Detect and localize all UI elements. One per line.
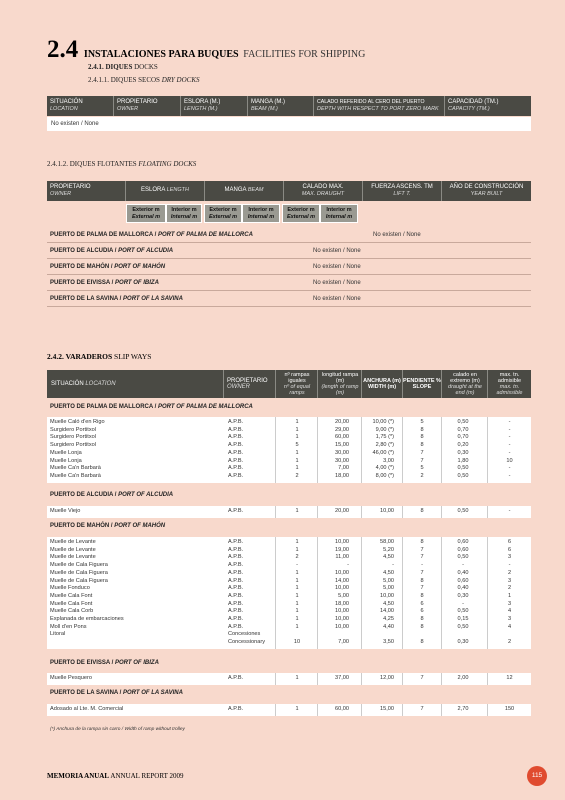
slip-group-heading: PUERTO DE LA SAVINA / PORT OF LA SAVINA — [50, 690, 183, 696]
table-cell: - — [508, 465, 511, 472]
table-row — [47, 539, 531, 547]
table-cell: 10,00 — [335, 539, 349, 545]
table-cell: 0,50 — [457, 623, 469, 630]
table-cell: 8 — [420, 508, 424, 514]
table-cell: Muelle Pesquero — [50, 675, 92, 681]
table-cell: 1 — [295, 569, 299, 576]
table-cell: Surgidero Portitxol — [50, 426, 97, 433]
table-cell: 8 — [420, 434, 424, 441]
table-cell: A.P.B. — [228, 472, 244, 479]
table-cell: 1 — [295, 577, 299, 584]
table-cell: 3 — [507, 554, 512, 561]
table-row — [47, 419, 531, 427]
table-cell: 4,00 (*) — [375, 465, 394, 472]
table-cell: 7 — [420, 554, 424, 561]
floating-none-eivissa: No existen / None — [313, 280, 361, 286]
subsection-dry-docks: 2.4.1.1. DIQUES SECOS DRY DOCKS — [88, 76, 200, 84]
table-cell: - — [296, 562, 298, 569]
floating-port-eivissa: PUERTO DE EIVISSA / PORT OF IBIZA — [50, 280, 159, 286]
table-cell: Muelle Ca'n Barbarà — [50, 465, 101, 472]
table-cell: 7 — [420, 449, 424, 456]
section-number: 2.4 — [47, 36, 79, 63]
table-cell: 1 — [295, 457, 299, 464]
table-cell: - — [508, 508, 511, 514]
table-cell: 2 — [507, 639, 512, 646]
table-cell: 2 — [507, 569, 512, 576]
table-cell: 0,60 — [457, 546, 469, 553]
table-cell: 10,00 — [380, 592, 394, 599]
table-cell: 0,50 — [457, 465, 469, 472]
table-cell: 1 — [295, 419, 299, 425]
table-cell: 20,00 — [335, 508, 349, 514]
table-cell: 8 — [420, 426, 424, 433]
table-cell: 0,50 — [457, 608, 469, 615]
table-cell: 58,00 — [380, 539, 394, 545]
table-cell: Muelle Cala Corb — [50, 608, 94, 615]
table-cell: 2,80 (*) — [375, 442, 394, 449]
table-row — [47, 639, 531, 647]
table-cell: - — [508, 442, 511, 449]
col-capacity: CAPACIDAD (TM.) CAPACITY (TM.) — [448, 99, 499, 112]
floating-none-mahon: No existen / None — [313, 264, 361, 270]
col-beam: MANGA (M.) BEAM (M.) — [251, 99, 285, 112]
table-cell: 5 — [420, 465, 424, 472]
table-cell: 14,00 — [380, 608, 394, 615]
table-cell: 150 — [504, 706, 515, 712]
table-cell: 0,40 — [457, 585, 469, 592]
table-cell: 19,00 — [335, 546, 349, 553]
slip-group-table — [47, 417, 531, 483]
col-location: SITUACIÓN LOCATION — [50, 99, 83, 112]
table-cell: - — [508, 449, 511, 456]
table-cell: 30,00 — [335, 457, 349, 464]
table-cell: 0,30 — [457, 592, 469, 599]
table-cell: 6 — [507, 539, 512, 545]
col-ramps: nº rampas iguales nº of equal ramps — [283, 372, 311, 396]
slip-group-heading: PUERTO DE PALMA DE MALLORCA / PORT OF PALMA DE MALLORCA — [50, 404, 253, 410]
table-cell: A.P.B. — [228, 434, 244, 441]
table-cell: A.P.B. — [228, 465, 244, 472]
col-owner: PROPIETARIO OWNER — [117, 99, 158, 112]
table-cell: A.P.B. — [228, 706, 244, 712]
table-cell: Explanada de embarcaciones — [50, 616, 124, 622]
table-cell: 1 — [295, 546, 299, 553]
table-cell: 0,50 — [457, 472, 469, 479]
table-cell: A.P.B. — [228, 616, 244, 622]
table-cell: 10,00 — [335, 569, 349, 576]
table-cell: 4,50 — [383, 569, 394, 576]
table-cell: 1 — [295, 539, 299, 545]
table-row — [47, 450, 531, 458]
table-cell: 10,00 — [380, 508, 394, 514]
table-cell: 18,00 — [335, 600, 349, 607]
table-cell: 1 — [295, 426, 299, 433]
table-cell: A.P.B. — [228, 442, 244, 449]
table-cell: Muelle Caló d'en Rigo — [50, 419, 105, 425]
table-cell: - — [508, 419, 511, 425]
table-cell: 7 — [420, 675, 424, 681]
table-cell: 20,00 — [335, 419, 349, 425]
table-cell: 7 — [420, 585, 424, 592]
col-width: ANCHURA (m) WIDTH (m) — [363, 378, 401, 390]
table-row — [47, 442, 531, 450]
table-cell: A.P.B. — [228, 449, 244, 456]
table-cell: A.P.B. — [228, 457, 244, 464]
table-cell: 7 — [420, 569, 424, 576]
table-cell: 1 — [295, 585, 299, 592]
table-row — [47, 578, 531, 586]
slip-group-heading: PUERTO DE ALCUDIA / PORT OF ALCUDIA — [50, 492, 174, 498]
table-cell: A.P.B. — [228, 608, 244, 615]
table-cell: 12,00 — [380, 675, 394, 681]
table-cell: 6 — [507, 546, 512, 553]
col-ramp-length: longitud rampa (m) (length of ramp (m) — [321, 372, 359, 396]
table-cell: 0,70 — [457, 434, 469, 441]
table-cell: 5,00 — [383, 577, 394, 584]
table-cell: A.P.B. — [228, 546, 244, 553]
table-cell: 0,70 — [457, 426, 469, 433]
table-row — [47, 434, 531, 442]
table-cell: 60,00 — [335, 706, 349, 712]
col-year: AÑO DE CONSTRUCCIÓN YEAR BUILT — [449, 184, 524, 197]
table-cell: Muelle Cala Font — [50, 592, 93, 599]
subhdr-length-ext: Exterior m External m — [126, 204, 166, 223]
floating-port-mahon: PUERTO DE MAHÓN / PORT OF MAHÓN — [50, 264, 166, 270]
table-cell: - — [421, 562, 423, 569]
table-row — [47, 608, 531, 616]
table-cell: 4,50 — [383, 600, 394, 607]
table-cell: 1 — [295, 508, 299, 514]
table-cell: 1 — [295, 600, 299, 607]
table-cell: - — [508, 562, 511, 569]
table-cell: 1 — [295, 706, 299, 712]
table-row — [47, 562, 531, 570]
col-location: SITUACIÓN LOCATION — [51, 381, 116, 387]
col-lift: FUERZA ASCENS. TM LIFT T. — [371, 184, 433, 197]
table-cell: A.P.B. — [228, 623, 244, 630]
table-cell: Muelle de Cala Figuera — [50, 569, 108, 576]
table-cell: 8 — [420, 577, 424, 584]
table-cell: 10 — [293, 639, 301, 646]
table-cell: Muelle de Levante — [50, 539, 96, 545]
table-cell: 29,00 — [335, 426, 349, 433]
floating-none-palma: No existen / None — [373, 232, 421, 238]
subhdr-beam-int: Interior m Internal m — [242, 204, 280, 223]
table-row — [47, 554, 531, 562]
table-cell: 8 — [420, 592, 424, 599]
table-cell: 4,25 — [383, 616, 394, 622]
col-owner: PROPIETARIO OWNER — [227, 378, 268, 390]
table-cell: 2,00 — [457, 675, 469, 681]
table-cell: 3 — [507, 600, 512, 607]
table-cell: - — [508, 472, 511, 479]
table-cell: - — [347, 562, 349, 569]
table-cell: 0,15 — [457, 616, 469, 622]
table-cell: Surgidero Portitxol — [50, 434, 97, 441]
table-cell: 3,00 — [383, 457, 394, 464]
table-cell: 5,00 — [338, 592, 349, 599]
floating-none-alcudia: No existen / None — [313, 248, 361, 254]
table-cell: 7,00 — [338, 465, 349, 472]
table-cell: 0,60 — [457, 577, 469, 584]
table-cell: 3 — [507, 577, 512, 584]
table-cell: A.P.B. — [228, 592, 244, 599]
table-row — [47, 458, 531, 466]
table-cell: 7 — [420, 546, 424, 553]
table-cell: 8 — [420, 623, 424, 630]
slip-group-table — [47, 506, 531, 518]
col-draught: CALADO MAX. MAX. DRAUGHT — [301, 184, 345, 197]
col-draught-end: calado en extremo (m) draught at the end (m) — [448, 372, 482, 396]
table-row — [47, 508, 531, 516]
table-cell: 0,20 — [457, 442, 469, 449]
table-cell: Muelle de Cala Figuera — [50, 577, 108, 584]
col-slope: PENDIENTE % SLOPE — [403, 378, 441, 390]
table-cell: 0,50 — [457, 419, 469, 425]
table-cell: 7 — [420, 457, 424, 464]
table-cell: 8 — [420, 442, 424, 449]
table-cell: A.P.B. — [228, 419, 244, 425]
table-cell: Concessionary — [228, 639, 265, 646]
table-cell: 4,40 — [383, 623, 394, 630]
floating-port-savina: PUERTO DE LA SAVINA / PORT OF LA SAVINA — [50, 296, 183, 302]
table-cell: 1 — [295, 449, 299, 456]
table-cell: - — [508, 426, 511, 433]
table-cell: 2 — [507, 585, 512, 592]
table-cell: 1,80 — [457, 457, 469, 464]
table-cell: 6 — [420, 608, 424, 615]
table-cell: 37,00 — [335, 675, 349, 681]
table-cell: A.P.B. — [228, 539, 244, 545]
table-cell: 0,60 — [457, 539, 469, 545]
table-cell: Muelle Lonja — [50, 457, 82, 464]
col-depth: CALADO REFERIDO AL CERO DEL PUERTO DEPTH WITH RESPECT TO PORT ZERO MARK — [317, 99, 439, 112]
floating-port-palma: PUERTO DE PALMA DE MALLORCA / PORT OF PALMA DE MALLORCA — [50, 232, 253, 238]
table-cell: 1 — [295, 623, 299, 630]
table-cell: - — [462, 600, 464, 607]
slip-group-heading: PUERTO DE MAHÓN / PORT OF MAHÓN — [50, 523, 166, 529]
table-cell: Muelle Ca'n Barbarà — [50, 472, 101, 479]
table-cell: A.P.B. — [228, 426, 244, 433]
table-cell: 4 — [507, 623, 512, 630]
col-length: ESLORA (M.) LENGTH (M.) — [184, 99, 221, 112]
section-title — [47, 36, 365, 64]
table-cell: 5 — [420, 419, 424, 425]
table-cell: 3 — [507, 616, 512, 622]
table-cell: Surgidero Portitxol — [50, 442, 97, 449]
dry-docks-row: No existen / None — [47, 117, 531, 131]
table-cell: Muelle Lonja — [50, 449, 82, 456]
table-cell: 1 — [295, 465, 299, 472]
table-cell: 1 — [295, 434, 299, 441]
table-cell: 4,50 — [383, 554, 394, 561]
table-cell: A.P.B. — [228, 675, 244, 681]
table-cell: A.P.B. — [228, 508, 244, 514]
table-cell: A.P.B. — [228, 562, 244, 569]
table-cell: 15,00 — [335, 442, 349, 449]
table-cell: 10,00 (*) — [372, 419, 394, 425]
col-length: ESLORA LENGTH — [141, 187, 189, 193]
table-cell: 5 — [295, 442, 299, 449]
floating-docks-header — [47, 181, 531, 201]
footnote: (*) Anchura de la rampa sin carro / Width of ramp without trolley — [50, 727, 185, 732]
table-cell: 1 — [507, 592, 512, 599]
table-cell: 8 — [420, 539, 424, 545]
table-cell: 18,00 — [335, 472, 349, 479]
table-cell: 2 — [420, 472, 424, 479]
table-cell: Muelle de Levante — [50, 554, 96, 561]
table-cell: 2 — [295, 472, 299, 479]
table-cell: 1 — [295, 616, 299, 622]
table-cell: 0,40 — [457, 569, 469, 576]
subsection-docks: 2.4.1. DIQUES DOCKS — [88, 63, 158, 71]
table-row — [47, 473, 531, 481]
slip-group-table — [47, 537, 531, 649]
table-cell: 10,00 — [335, 616, 349, 622]
table-cell: 1 — [295, 592, 299, 599]
table-cell: 6 — [420, 600, 424, 607]
dry-docks-header — [47, 96, 531, 116]
table-cell: 10,00 — [335, 585, 349, 592]
table-cell: Moll d'en Pons — [50, 623, 87, 630]
table-cell: 0,50 — [457, 554, 469, 561]
col-beam: MANGA BEAM — [224, 187, 264, 193]
table-cell: 30,00 — [335, 449, 349, 456]
table-cell: 2 — [295, 554, 299, 561]
floating-port-alcudia: PUERTO DE ALCUDIA / PORT OF ALCUDIA — [50, 248, 174, 254]
table-cell: Adosado al Lte. M. Comercial — [50, 706, 124, 712]
table-cell: 11,00 — [335, 554, 349, 561]
table-row — [47, 427, 531, 435]
table-cell: 8 — [420, 639, 424, 646]
subhdr-draught-int: Interior m Internal m — [320, 204, 358, 223]
subhdr-draught-ext: Exterior m External m — [282, 204, 320, 223]
table-cell: Muelle de Levante — [50, 546, 96, 553]
table-cell: 1 — [295, 608, 299, 615]
table-cell: 4 — [507, 608, 512, 615]
table-cell: Litoral — [50, 631, 66, 638]
table-row — [47, 706, 531, 714]
table-cell: A.P.B. — [228, 554, 244, 561]
table-cell: 10 — [506, 457, 513, 464]
table-row — [47, 675, 531, 683]
table-row — [47, 465, 531, 473]
floating-none-savina: No existen / None — [313, 296, 361, 302]
table-cell: Muelle Fonduco — [50, 585, 90, 592]
col-max-tn: max. tn. admisible max. tn. admissible — [496, 372, 523, 396]
table-cell: 2,70 — [457, 706, 469, 712]
table-cell: A.P.B. — [228, 585, 244, 592]
footer-title: MEMORIA ANUAL ANNUAL REPORT 2009 — [47, 772, 184, 780]
table-cell: Muelle Cala Font — [50, 600, 93, 607]
table-cell: - — [508, 434, 511, 441]
table-cell: 46,00 (*) — [372, 449, 394, 456]
table-row — [47, 624, 531, 632]
table-cell: 14,00 — [335, 577, 349, 584]
table-cell: 1,75 (*) — [375, 434, 394, 441]
table-cell: 15,00 — [380, 706, 394, 712]
table-cell: 10,00 — [335, 623, 349, 630]
table-cell: - — [462, 562, 464, 569]
slip-group-table — [47, 673, 531, 685]
table-cell: 0,30 — [457, 639, 469, 646]
table-row — [47, 585, 531, 593]
table-cell: 5,00 — [383, 585, 394, 592]
table-cell: 8,00 (*) — [375, 472, 394, 479]
slip-group-table — [47, 704, 531, 716]
table-cell: 0,30 — [457, 449, 469, 456]
table-cell: 7 — [420, 706, 424, 712]
table-row — [47, 631, 531, 639]
table-cell: Muelle Viejo — [50, 508, 81, 514]
table-cell: 3,50 — [383, 639, 394, 646]
table-cell: A.P.B. — [228, 600, 244, 607]
table-cell: A.P.B. — [228, 577, 244, 584]
col-owner: PROPIETARIO OWNER — [50, 184, 91, 197]
table-row — [47, 616, 531, 624]
subsection-slip-ways: 2.4.2. VARADEROS SLIP WAYS — [47, 352, 152, 361]
table-cell: 5,20 — [383, 546, 394, 553]
table-cell: 0,50 — [457, 508, 469, 514]
table-cell: Muelle de Cala Figuera — [50, 562, 108, 569]
table-row — [47, 547, 531, 555]
table-row — [47, 601, 531, 609]
table-cell: A.P.B. — [228, 569, 244, 576]
table-cell: Concesiones — [228, 631, 261, 638]
page-number-badge: 115 — [527, 766, 547, 786]
table-cell: 12 — [506, 675, 513, 681]
table-row — [47, 570, 531, 578]
table-cell: 9,00 (*) — [375, 426, 394, 433]
table-cell: 1 — [295, 675, 299, 681]
table-cell: 60,00 — [335, 434, 349, 441]
slip-ways-header — [47, 370, 531, 398]
section-heading: INSTALACIONES PARA BUQUES — [83, 49, 239, 60]
section-heading-en: FACILITIES FOR SHIPPING — [243, 49, 366, 60]
table-cell: 7,00 — [338, 639, 349, 646]
table-cell: 8 — [420, 616, 424, 622]
subsection-floating-docks: 2.4.1.2. DIQUES FLOTANTES FLOATING DOCKS — [47, 160, 197, 168]
table-cell: - — [392, 562, 394, 569]
table-row — [47, 593, 531, 601]
subhdr-length-int: Interior m Internal m — [166, 204, 202, 223]
table-cell: 10,00 — [335, 608, 349, 615]
slip-group-heading: PUERTO DE EIVISSA / PORT OF IBIZA — [50, 660, 159, 666]
subhdr-beam-ext: Exterior m External m — [204, 204, 242, 223]
